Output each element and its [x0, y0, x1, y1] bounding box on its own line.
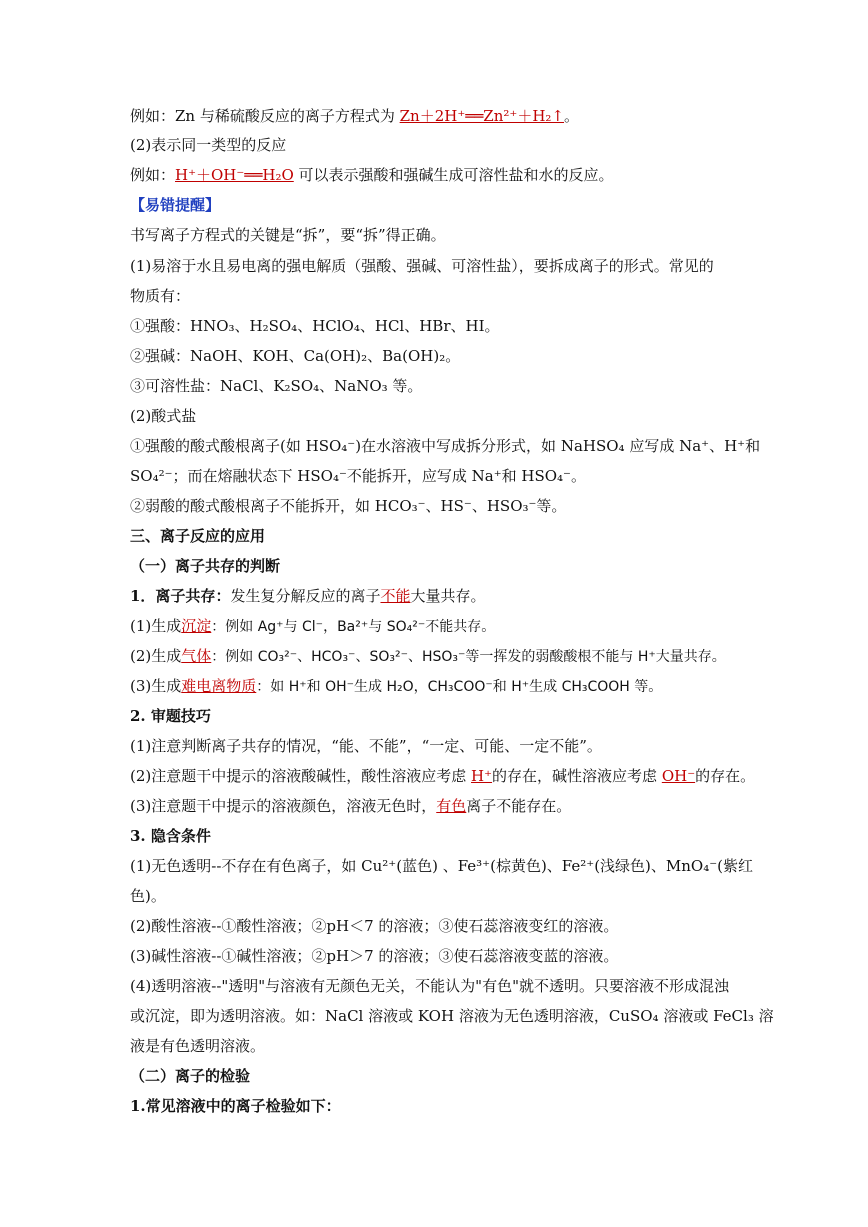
- text: 例如：: [130, 166, 176, 184]
- text: 。: [564, 107, 580, 125]
- error-reminder-heading: 【易错提醒】: [130, 196, 221, 214]
- paragraph: (1)注意判断离子共存的情况，“能、不能”，“一定、可能、一定不能”。: [130, 737, 602, 755]
- paragraph: (2)酸性溶液--①酸性溶液；②pH＜7 的溶液；③使石蕊溶液变红的溶液。: [130, 917, 619, 935]
- soluble-salts-line: ③可溶性盐：NaCl、K₂SO₄、NaNO₃ 等。: [130, 377, 423, 395]
- answer-blank: 气体: [181, 647, 212, 665]
- coexistence-definition: [130, 586, 742, 606]
- heading-reading-tips: 2. 审题技巧: [130, 707, 211, 725]
- text: 的存在。: [695, 767, 756, 785]
- neutralization-equation: H⁺＋OH⁻══H₂O: [175, 166, 294, 184]
- strong-acids-line: ①强酸：HNO₃、H₂SO₄、HClO₄、HCl、HBr、HI。: [130, 317, 500, 335]
- answer-blank: 有色: [436, 797, 467, 815]
- gas-line: [130, 646, 742, 667]
- text: 例如：Zn 与稀硫酸反应的离子方程式为: [130, 107, 400, 125]
- text: ：例如 Ag⁺与 Cl⁻，Ba²⁺与 SO₄²⁻不能共存。: [211, 619, 496, 635]
- paragraph: ①强酸的酸式酸根离子(如 HSO₄⁻)在水溶液中写成拆分形式，如 NaHSO₄ 应写成 Na⁺、H⁺和: [130, 437, 761, 455]
- zn-ionic-equation: Zn＋2H⁺══Zn²⁺＋H₂↑: [399, 107, 564, 125]
- color-tip-line: [130, 796, 742, 816]
- example-zn-line: [130, 106, 742, 126]
- text: 的存在，碱性溶液应考虑: [492, 767, 662, 785]
- answer-blank: 难电离物质: [181, 677, 257, 695]
- precipitate-line: [130, 616, 742, 637]
- answer-blank: 不能: [380, 587, 411, 605]
- text: ：如 H⁺和 OH⁻生成 H₂O，CH₃COO⁻和 H⁺生成 CH₃COOH 等。: [256, 679, 663, 695]
- paragraph: 或沉淀，即为透明溶液。如：NaCl 溶液或 KOH 溶液为无色透明溶液，CuSO₄ 溶液或 FeCl₃ 溶: [130, 1007, 774, 1025]
- section-heading-applications: 三、离子反应的应用: [130, 527, 266, 545]
- subheading-acid-salts: (2)酸式盐: [130, 407, 197, 425]
- text: (1)生成: [130, 617, 182, 635]
- subsection-heading-coexistence: （一）离子共存的判断: [130, 557, 281, 575]
- paragraph: ②弱酸的酸式酸根离子不能拆开，如 HCO₃⁻、HS⁻、HSO₃⁻等。: [130, 497, 567, 515]
- acid-base-tip-line: [130, 766, 756, 786]
- paragraph: (4)透明溶液--"透明"与溶液有无颜色无关，不能认为"有色"就不透明。只要溶液不形成混浊: [130, 977, 729, 995]
- paragraph: SO₄²⁻；而在熔融状态下 HSO₄⁻不能拆开，应写成 Na⁺和 HSO₄⁻。: [130, 467, 586, 485]
- paragraph: 色)。: [130, 887, 166, 905]
- paragraph: (3)碱性溶液--①碱性溶液；②pH＞7 的溶液；③使石蕊溶液变蓝的溶液。: [130, 947, 619, 965]
- paragraph: 物质有：: [130, 287, 191, 305]
- paragraph: 液是有色透明溶液。: [130, 1037, 266, 1055]
- weak-electrolyte-line: [130, 676, 742, 697]
- strong-bases-line: ②强碱：NaOH、KOH、Ca(OH)₂、Ba(OH)₂。: [130, 347, 461, 365]
- paragraph: 书写离子方程式的关键是“拆”，要“拆”得正确。: [130, 226, 446, 244]
- text: (3)生成: [130, 677, 182, 695]
- heading-hidden-conditions: 3. 隐含条件: [130, 827, 211, 845]
- heading-common-ion-tests: 1.常见溶液中的离子检验如下：: [130, 1097, 341, 1115]
- text: (2)注意题干中提示的溶液酸碱性，酸性溶液应考虑: [130, 767, 472, 785]
- subheading-same-type: (2)表示同一类型的反应: [130, 136, 287, 154]
- answer-blank: 沉淀: [181, 617, 212, 635]
- text: 离子不能存在。: [466, 797, 572, 815]
- paragraph: (1)易溶于水且易电离的强电解质（强酸、强碱、可溶性盐），要拆成离子的形式。常见的: [130, 257, 714, 275]
- term-label: 1．离子共存：: [130, 587, 231, 605]
- text: 可以表示强酸和强碱生成可溶性盐和水的反应。: [293, 166, 614, 184]
- text: (2)生成: [130, 647, 182, 665]
- text: 发生复分解反应的离子: [230, 587, 381, 605]
- text: ：例如 CO₃²⁻、HCO₃⁻、SO₃²⁻、HSO₃⁻等一挥发的弱酸酸根不能与 H⁺大量共存。: [211, 649, 726, 665]
- text: (3)注意题干中提示的溶液颜色，溶液无色时，: [130, 797, 437, 815]
- answer-blank: OH⁻: [661, 767, 696, 785]
- text: 大量共存。: [410, 587, 486, 605]
- example-neutralization-line: [130, 165, 742, 185]
- subsection-heading-ion-tests: （二）离子的检验: [130, 1067, 251, 1085]
- answer-blank: H⁺: [471, 767, 493, 785]
- paragraph: (1)无色透明--不存在有色离子，如 Cu²⁺(蓝色) 、Fe³⁺(棕黄色)、Fe²⁺(浅绿色)、MnO₄⁻(紫红: [130, 857, 753, 875]
